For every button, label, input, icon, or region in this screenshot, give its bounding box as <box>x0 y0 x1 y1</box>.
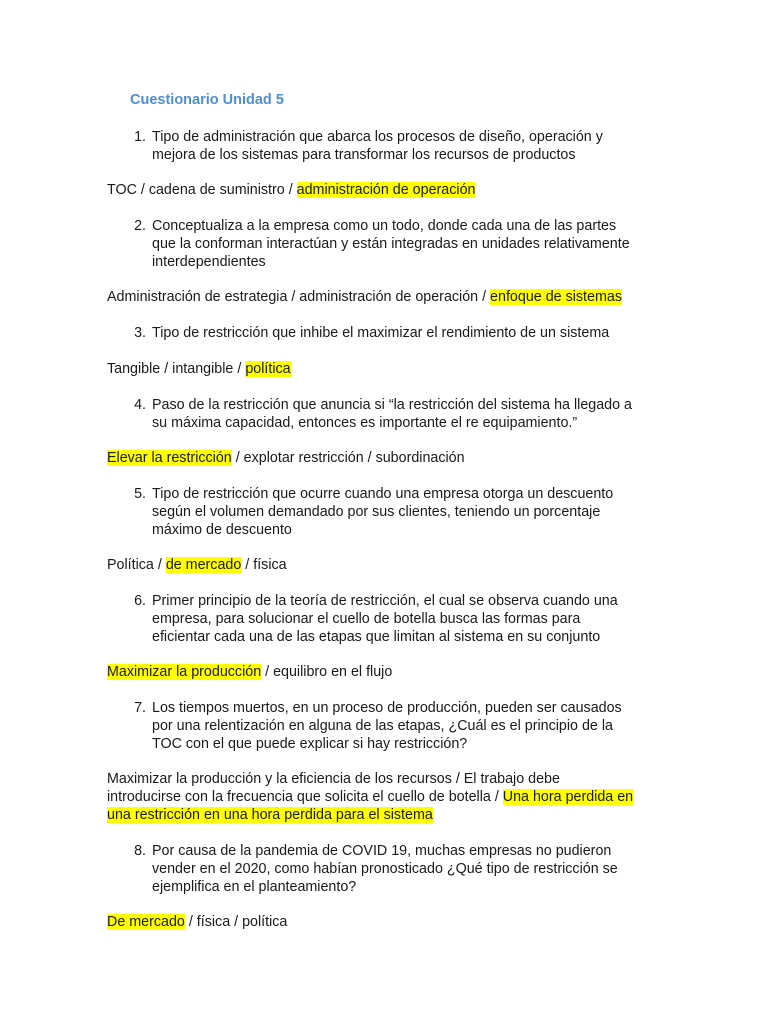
answer-option: Maximizar la producción y la eficiencia de los recursos / El trabajo debe introducirse con la frecuencia que solicita el cuello de botella / <box>107 771 560 805</box>
question-number: 1. <box>134 129 146 145</box>
answer-3 <box>107 360 667 378</box>
answer-8 <box>107 913 667 931</box>
answer-option: Administración de estrategia / administración de operación / <box>107 289 491 305</box>
answer-option-highlighted: Elevar la restricción <box>107 450 232 466</box>
question-number: 4. <box>134 397 146 413</box>
answer-option: / explotar restricción / subordinación <box>231 450 465 466</box>
answer-option-highlighted: enfoque de sistemas <box>490 289 622 305</box>
question-7 <box>130 699 690 753</box>
question-number: 6. <box>134 593 146 609</box>
answer-option: TOC / cadena de suministro / <box>107 182 297 198</box>
question-number: 8. <box>134 843 146 859</box>
answer-option: Tangible / intangible / <box>107 361 246 377</box>
answer-1 <box>107 181 667 199</box>
answer-option-highlighted: política <box>245 361 291 377</box>
question-number: 5. <box>134 486 146 502</box>
question-text: Tipo de restricción que inhibe el maximizar el rendimiento de un sistema <box>152 325 610 341</box>
question-number: 3. <box>134 325 146 341</box>
answer-option: / equilibro en el flujo <box>261 664 393 680</box>
question-text: Tipo de restricción que ocurre cuando una empresa otorga un descuento según el volumen demandado por sus clientes, teniendo un porcentaje máximo de descuento <box>152 486 614 538</box>
answer-option: / física / política <box>184 914 288 930</box>
question-8 <box>130 842 690 896</box>
answer-7 <box>107 770 667 824</box>
question-3 <box>130 324 690 342</box>
answer-option-highlighted: Una hora perdida en una restricción en una hora perdida para el sistema <box>107 789 634 823</box>
question-text: Los tiempos muertos, en un proceso de producción, pueden ser causados por una relentización en alguna de las etapas, ¿Cuál es el principio de la TOC con el que puede explicar si hay restricción? <box>152 700 622 752</box>
question-text: Paso de la restricción que anuncia si “la restricción del sistema ha llegado a su máxima capacidad, entonces es importante el re equipamiento.” <box>152 397 632 431</box>
question-text: Primer principio de la teoría de restricción, el cual se observa cuando una empresa, para solucionar el cuello de botella busca las formas para eficientar cada una de las etapas que limitan al sistema en su conjunto <box>152 593 618 645</box>
answer-option: / física <box>241 557 287 573</box>
document-title: Cuestionario Unidad 5 <box>130 92 284 108</box>
answer-4 <box>107 449 667 467</box>
question-2 <box>130 217 690 271</box>
question-text: Conceptualiza a la empresa como un todo, donde cada una de las partes que la conforman interactúan y están integradas en unidades relativamente interdependientes <box>152 218 630 270</box>
question-5 <box>130 485 690 539</box>
question-1 <box>130 128 690 164</box>
question-number: 2. <box>134 218 146 234</box>
question-number: 7. <box>134 700 146 716</box>
answer-option-highlighted: administración de operación <box>296 182 476 198</box>
question-text: Tipo de administración que abarca los procesos de diseño, operación y mejora de los sistemas para transformar los recursos de productos <box>152 129 603 163</box>
question-6 <box>130 592 690 646</box>
answer-5 <box>107 556 667 574</box>
answer-option-highlighted: De mercado <box>107 914 185 930</box>
answer-6 <box>107 663 667 681</box>
question-text: Por causa de la pandemia de COVID 19, muchas empresas no pudieron vender en el 2020, como habían pronosticado ¿Qué tipo de restricción se ejemplifica en el planteamiento? <box>152 843 618 895</box>
answer-2 <box>107 288 667 306</box>
question-4 <box>130 396 690 432</box>
answer-option-highlighted: de mercado <box>165 557 242 573</box>
answer-option: Política / <box>107 557 166 573</box>
answer-option-highlighted: Maximizar la producción <box>107 664 262 680</box>
